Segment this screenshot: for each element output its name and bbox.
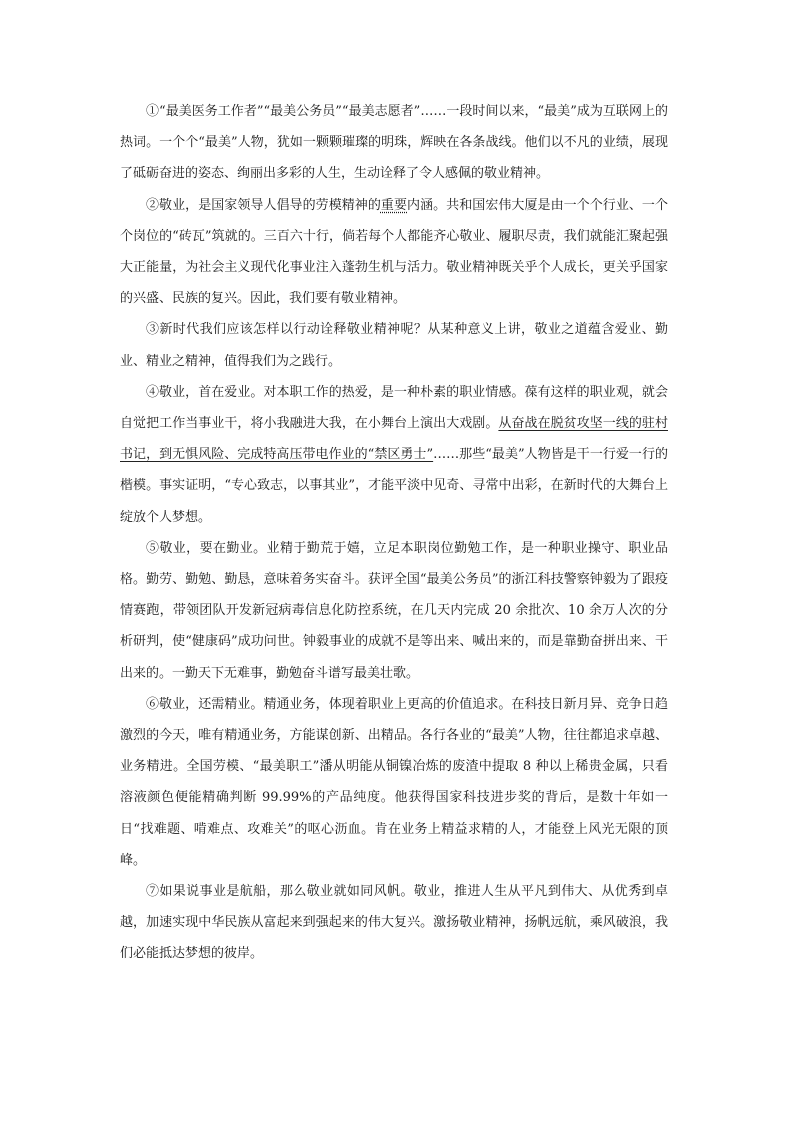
paragraph-2-text-b: 内涵。共和国宏伟大厦是由一个个行业、一个个岗位的“砖瓦”筑就的。三百六十行，倘若每个人都能齐心敬业、履职尽责，我们就能汇聚起强大正能量，为社会主义现代化事业注入蓬勃生机与活力。敬业精神既关乎个人成长，更关乎国家的兴盛、民族的复兴。因此，我们要有敬业精神。 xyxy=(120,197,668,307)
paragraph-4-text-a: ④敬业，首在爱业。对本职工作的热爱，是一种朴素的职业情感。葆有这样的职业观，就会自觉把工作当事业干，将小我融进大我，在小舞台上演出大戏剧。 xyxy=(120,384,668,432)
paragraph-7 xyxy=(120,876,668,970)
essay-body xyxy=(120,96,668,970)
paragraph-3 xyxy=(120,314,668,376)
paragraph-1-text: ①“最美医务工作者”“最美公务员”“最美志愿者”……一段时间以来，“最美”成为互联网上的热词。一个个“最美”人物，犹如一颗颗璀璨的明珠，辉映在各条战线。他们以不凡的业绩，展现了砥砺奋进的姿态、绚丽出多彩的人生，生动诠释了令人感佩的敬业精神。 xyxy=(120,104,668,182)
paragraph-4 xyxy=(120,377,668,533)
paragraph-5 xyxy=(120,533,668,689)
paragraph-3-text: ③新时代我们应该怎样以行动诠释敬业精神呢？从某种意义上讲，敬业之道蕴含爱业、勤业、精业之精神，值得我们为之践行。 xyxy=(120,322,668,369)
paragraph-2 xyxy=(120,190,668,315)
paragraph-1 xyxy=(120,96,668,190)
paragraph-6-text: ⑥敬业，还需精业。精通业务，体现着职业上更高的价值追求。在科技日新月异、竞争日趋激烈的今天，唯有精通业务，方能谋创新、出精品。各行各业的“最美”人物，往往都追求卓越、业务精进。全国劳模、“最美职工”潘从明能从铜镍冶炼的废渣中提取 8 种以上稀贵金属，只看溶液颜色便能精确判断 99.99%的产品纯度。他获得国家科技进步奖的背后，是数十年如一日“找难题、啃难点、攻难关”的呕心沥血。肯在业务上精益求精的人，才能登上风光无限的顶峰。 xyxy=(120,696,668,868)
paragraph-6 xyxy=(120,689,668,876)
paragraph-2-emphasized-word: 重要 xyxy=(380,197,408,213)
paragraph-4-underlined-sentence: 从奋战在脱贫攻坚一线的驻村书记，到无惧风险、完成特高压带电作业的“禁区勇士” xyxy=(120,416,668,463)
paragraph-5-text: ⑤敬业，要在勤业。业精于勤荒于嬉，立足本职岗位勤勉工作，是一种职业操守、职业品格。勤劳、勤勉、勤恳，意味着务实奋斗。获评全国“最美公务员”的浙江科技警察钟毅为了跟疫情赛跑，带领团队开发新冠病毒信息化防控系统，在几天内完成 20 余批次、10 余万人次的分析研判，使“健康码”成功问世。钟毅事业的成就不是等出来、喊出来的，而是靠勤奋拼出来、干出来的。一勤天下无难事，勤勉奋斗谱写最美壮歌。 xyxy=(120,540,668,681)
paragraph-7-text: ⑦如果说事业是航船，那么敬业就如同风帆。敬业，推进人生从平凡到伟大、从优秀到卓越，加速实现中华民族从富起来到强起来的伟大复兴。激扬敬业精神，扬帆远航，乘风破浪，我们必能抵达梦想的彼岸。 xyxy=(120,884,668,962)
paragraph-4-text-b: ……那些“最美”人物皆是干一行爱一行的楷模。事实证明，“专心致志，以事其业”，才能平淡中见奇、寻常中出彩，在新时代的大舞台上绽放个人梦想。 xyxy=(120,447,669,525)
paragraph-2-text-a: ②敬业，是国家领导人倡导的劳模精神的 xyxy=(146,197,381,213)
